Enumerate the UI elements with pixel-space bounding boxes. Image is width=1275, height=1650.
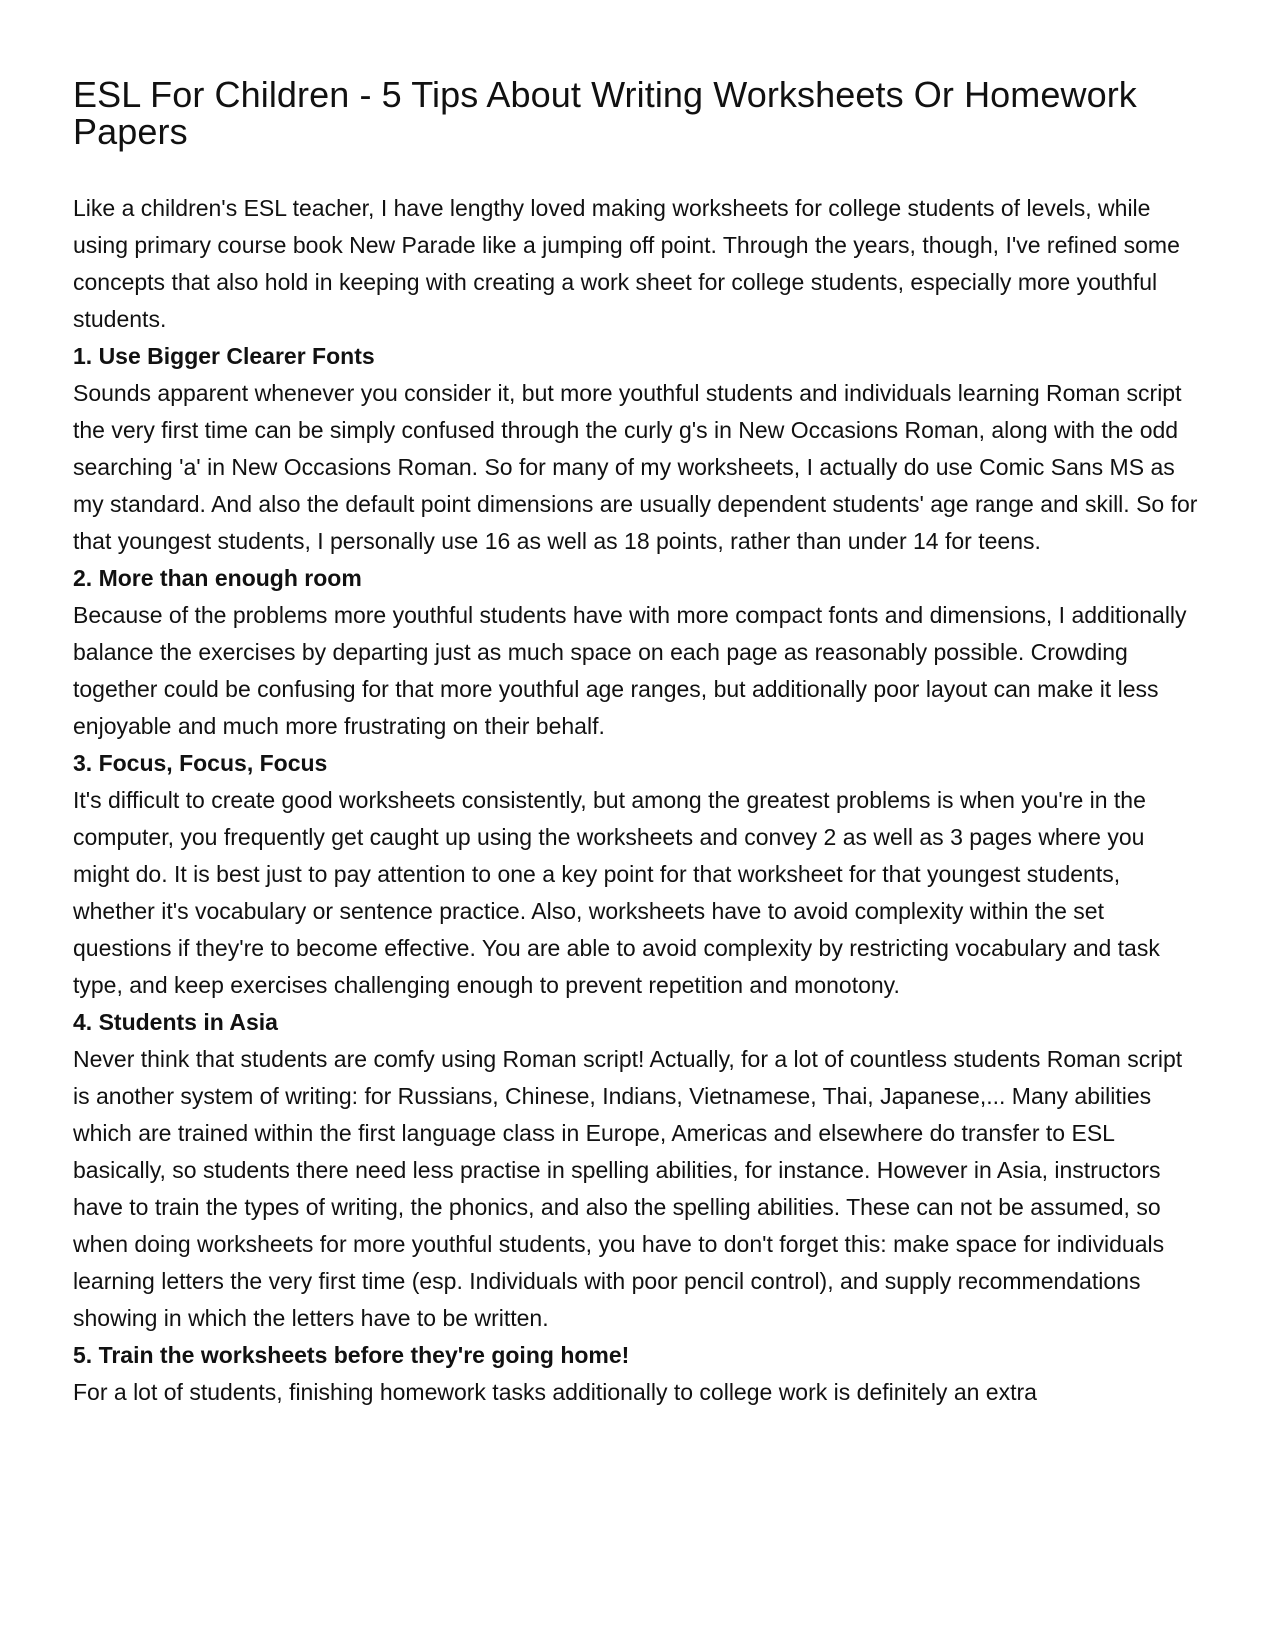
section-body: For a lot of students, finishing homework tasks additionally to college work is definitely an extra	[73, 1379, 1037, 1405]
document-title: ESL For Children - 5 Tips About Writing Worksheets Or Homework Papers	[73, 74, 1137, 152]
section-3	[73, 745, 1203, 1004]
section-heading: 4. Students in Asia	[73, 1009, 278, 1035]
section-body: Because of the problems more youthful students have with more compact fonts and dimensions, I additionally balance the exercises by departing just as much space on each page as reasonably possible. Crowding together could be confusing for that more youthful age ranges, but additionally poor layout can make it less enjoyable and much more frustrating on their behalf.	[73, 602, 1187, 739]
section-body: It's difficult to create good worksheets consistently, but among the greatest problems is when you're in the computer, you frequently get caught up using the worksheets and convey 2 as well as 3 pages where you might do. It is best just to pay attention to one a key point for that worksheet for that youngest students, whether it's vocabulary or sentence practice. Also, worksheets have to avoid complexity within the set questions if they're to become effective. You are able to avoid complexity by restricting vocabulary and task type, and keep exercises challenging enough to prevent repetition and monotony.	[73, 787, 1160, 998]
section-heading: 5. Train the worksheets before they're going home!	[73, 1342, 630, 1368]
document-page	[73, 76, 1203, 1411]
section-4	[73, 1004, 1203, 1337]
section-body: Never think that students are comfy using Roman script! Actually, for a lot of countless students Roman script is another system of writing: for Russians, Chinese, Indians, Vietnamese, Thai, Japanese,... Many abilities which are trained within the first language class in Europe, Americas and elsewhere do transfer to ESL basically, so students there need less practise in spelling abilities, for instance. However in Asia, instructors have to train the types of writing, the phonics, and also the spelling abilities. These can not be assumed, so when doing worksheets for more youthful students, you have to don't forget this: make space for individuals learning letters the very first time (esp. Individuals with poor pencil control), and supply recommendations showing in which the letters have to be written.	[73, 1046, 1183, 1331]
section-5	[73, 1337, 1203, 1411]
section-heading: 2. More than enough room	[73, 565, 362, 591]
section-heading: 1. Use Bigger Clearer Fonts	[73, 343, 375, 369]
section-1	[73, 338, 1203, 560]
section-2	[73, 560, 1203, 745]
intro-paragraph: Like a children's ESL teacher, I have lengthy loved making worksheets for college students of levels, while using primary course book New Parade like a jumping off point. Through the years, though, I've refined some concepts that also hold in keeping with creating a work sheet for college students, especially more youthful students.	[73, 195, 1180, 332]
section-heading: 3. Focus, Focus, Focus	[73, 750, 328, 776]
section-body: Sounds apparent whenever you consider it, but more youthful students and individuals learning Roman script the very first time can be simply confused through the curly g's in New Occasions Roman, along with the odd searching 'a' in New Occasions Roman. So for many of my worksheets, I actually do use Comic Sans MS as my standard. And also the default point dimensions are usually dependent students' age range and skill. So for that youngest students, I personally use 16 as well as 18 points, rather than under 14 for teens.	[73, 380, 1198, 554]
